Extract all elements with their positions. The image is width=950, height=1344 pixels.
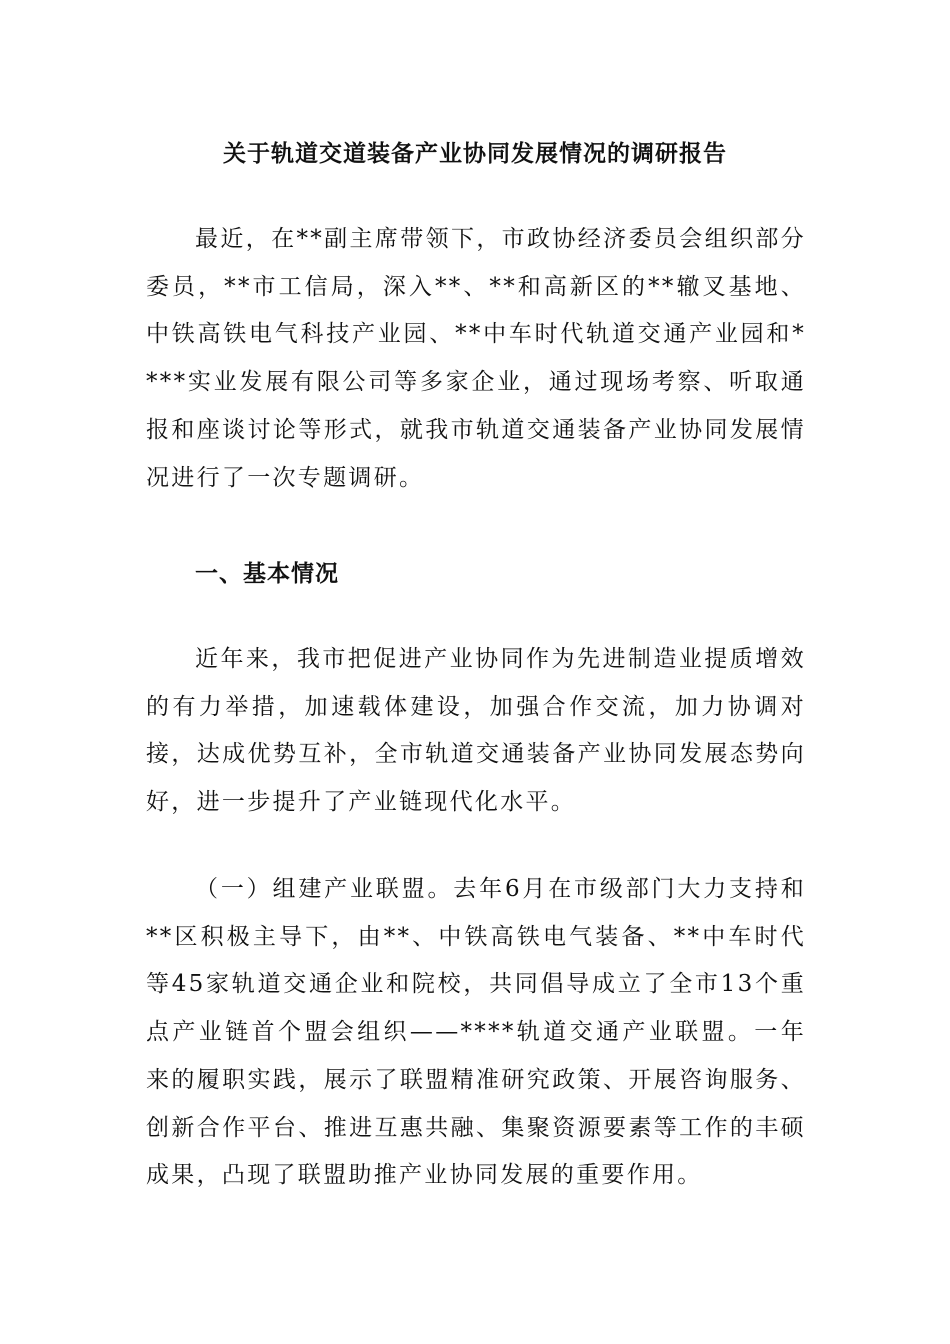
intro-paragraph: 最近，在**副主席带领下，市政协经济委员会组织部分委员，**市工信局，深入**、**和高新区的**辙叉基地、中铁高铁电气科技产业园、**中车时代轨道交通产业园和****实业发展有限公司等多家企业，通过现场考察、听取通报和座谈讨论等形式，就我市轨道交通装备产业协同发展情况进行了一次专题调研。: [146, 226, 806, 491]
section-heading-basic-situation: 一、基本情况: [195, 560, 339, 587]
section-paragraph-overview: 近年来，我市把促进产业协同作为先进制造业提质增效的有力举措，加速载体建设，加强合作交流，加力协调对接，达成优势互补，全市轨道交通装备产业协同发展态势向好，进一步提升了产业链现代化水平。: [146, 646, 806, 816]
section-paragraph-industry-alliance: （一）组建产业联盟。去年6月在市级部门大力支持和**区积极主导下，由**、中铁高铁电气装备、**中车时代等45家轨道交通企业和院校，共同倡导成立了全市13个重点产业链首个盟会组织——****轨道交通产业联盟。一年来的履职实践，展示了联盟精准研究政策、开展咨询服务、创新合作平台、推进互惠共融、集聚资源要素等工作的丰硕成果，凸现了联盟助推产业协同发展的重要作用。: [146, 876, 806, 1189]
document-title: 关于轨道交道装备产业协同发展情况的调研报告: [223, 140, 727, 167]
